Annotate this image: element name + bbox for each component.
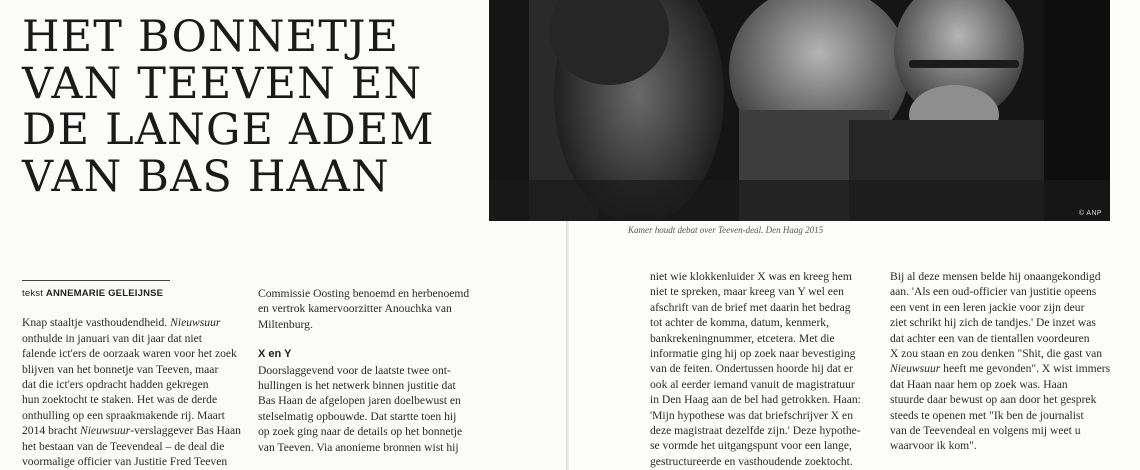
text-line: ziet schrikt hij zich de tandjes.' De inzet was (890, 316, 1096, 330)
text-line: onthulde in januari van dit jaar dat niet (22, 331, 202, 345)
text-line: waarvoor ik kom". (890, 439, 977, 453)
photo-caption: Kamer houdt debat over Teeven-deal. Den Haag 2015 (628, 225, 824, 235)
text-line: ook al eerder iemand vanuit de magistratuur (650, 377, 855, 391)
text-line: tot achter de komma, datum, kenmerk, (650, 316, 830, 330)
text-line: op zoek ging naar de details op het bonnetje (258, 425, 463, 439)
article-title (22, 14, 482, 200)
byline-rule (22, 280, 170, 281)
text-line: dat die ict'ers opdracht hadden gekregen (22, 378, 209, 392)
text-line: Bas Haan de afgelopen jaren doelbewust en (258, 394, 461, 408)
text-line: Miltenburg. (258, 317, 313, 331)
text-line: Knap staaltje vasthoudendheid. Nieuwsuur (22, 316, 221, 330)
text-line: van Teeven. Via anonieme bronnen wist hij (258, 440, 459, 454)
text-line: voormalige officier van Justitie Fred Teeven (22, 455, 228, 469)
text-line: in Den Haag aan de bel had getrokken. Haan: (650, 393, 861, 407)
text-line: se vormde het uitgangspunt voor een lange, (650, 439, 852, 453)
title-line: HET BONNETJE (22, 12, 400, 62)
text-line: informatie ging hij op zoek naar bevestiging (650, 347, 856, 361)
text-line: bankrekeningnummer, etcetera. Met die (650, 331, 835, 345)
text-line: stelselmatig opbouwde. Dat startte toen hij (258, 409, 457, 423)
text-line: hun zoektocht te staken. Het was de derde (22, 393, 218, 407)
title-line: VAN BAS HAAN (22, 151, 390, 202)
photo-illustration (489, 0, 1110, 221)
text-line: van de Teevendeal en volgens mij weet u (890, 424, 1081, 438)
text-line: deze magistraat dezelfde zijn.' Deze hypothe- (650, 424, 861, 438)
text-line: falende ict'ers de oorzaak waren voor het zoek (22, 347, 237, 361)
text-column-1 (22, 286, 244, 469)
text-line: hullingen is het netwerk binnen justitie dat (258, 379, 456, 393)
article-photo (489, 0, 1110, 221)
text-column-3 (650, 269, 872, 469)
title-line: VAN TEEVEN EN (22, 58, 423, 109)
text-line: niet wie klokkenluider X was en kreeg hem (650, 270, 852, 283)
text-line: Bij al deze mensen belde hij onaangekondigd (890, 270, 1101, 283)
text-line: dat achter een van de tientallen voordeuren (890, 331, 1090, 345)
text-line: en vertrok kamervoorzitter Anouchka van (258, 302, 452, 316)
text-line: afschrift van de brief met daarin het bedrag (650, 300, 851, 314)
byline (22, 286, 244, 301)
byline-author: ANNEMARIE GELEIJNSE (45, 288, 164, 299)
text-column-4 (890, 269, 1112, 454)
text-line: het bestaan van de Teevendeal – de deal die (22, 439, 225, 453)
text-line: dat Haan naar hem op zoek was. Haan (890, 377, 1068, 391)
text-line: X zou staan en zou denken "Shit, die gast van (890, 347, 1103, 361)
text-line: steeds te openen met "Ik ben de journalist (890, 408, 1084, 422)
text-line: Commissie Oosting benoemd en herbenoemd (258, 287, 470, 300)
text-line: niet te spreken, maar kreeg van Y wel een (650, 285, 844, 299)
text-column-2 (258, 286, 496, 455)
text-line: aan. 'Als een oud-officier van justitie opeens (890, 285, 1097, 299)
text-line: een vent in een leren jackie voor zijn deur (890, 300, 1085, 314)
title-line: DE LANGE ADEM (22, 105, 435, 155)
byline-prefix: tekst (22, 288, 44, 299)
text-line: Nieuwsuur heeft me gevonden". X wist immers (890, 362, 1111, 376)
text-line: gestructureerde en vasthoudende zoektocht. (650, 454, 853, 468)
section-subhead: X en Y (258, 348, 292, 361)
text-line: 2014 bracht Nieuwsuur-verslaggever Bas Haan (22, 424, 241, 438)
photo-credit: © ANP (1078, 210, 1102, 217)
text-line: 'Mijn hypothese was dat briefschrijver X en (650, 408, 853, 422)
text-line: stuurde daar bewust op aan door het gesprek (890, 393, 1097, 407)
text-line: onthulling op een spraakmakende rij. Maart (22, 408, 225, 422)
text-line: Doorslaggevend voor de laatste twee ont- (258, 363, 451, 377)
text-line: blijven van het bonnetje van Teeven, maar (22, 362, 219, 376)
text-line: van de feiten. Ondertussen hoorde hij dat er (650, 362, 853, 376)
